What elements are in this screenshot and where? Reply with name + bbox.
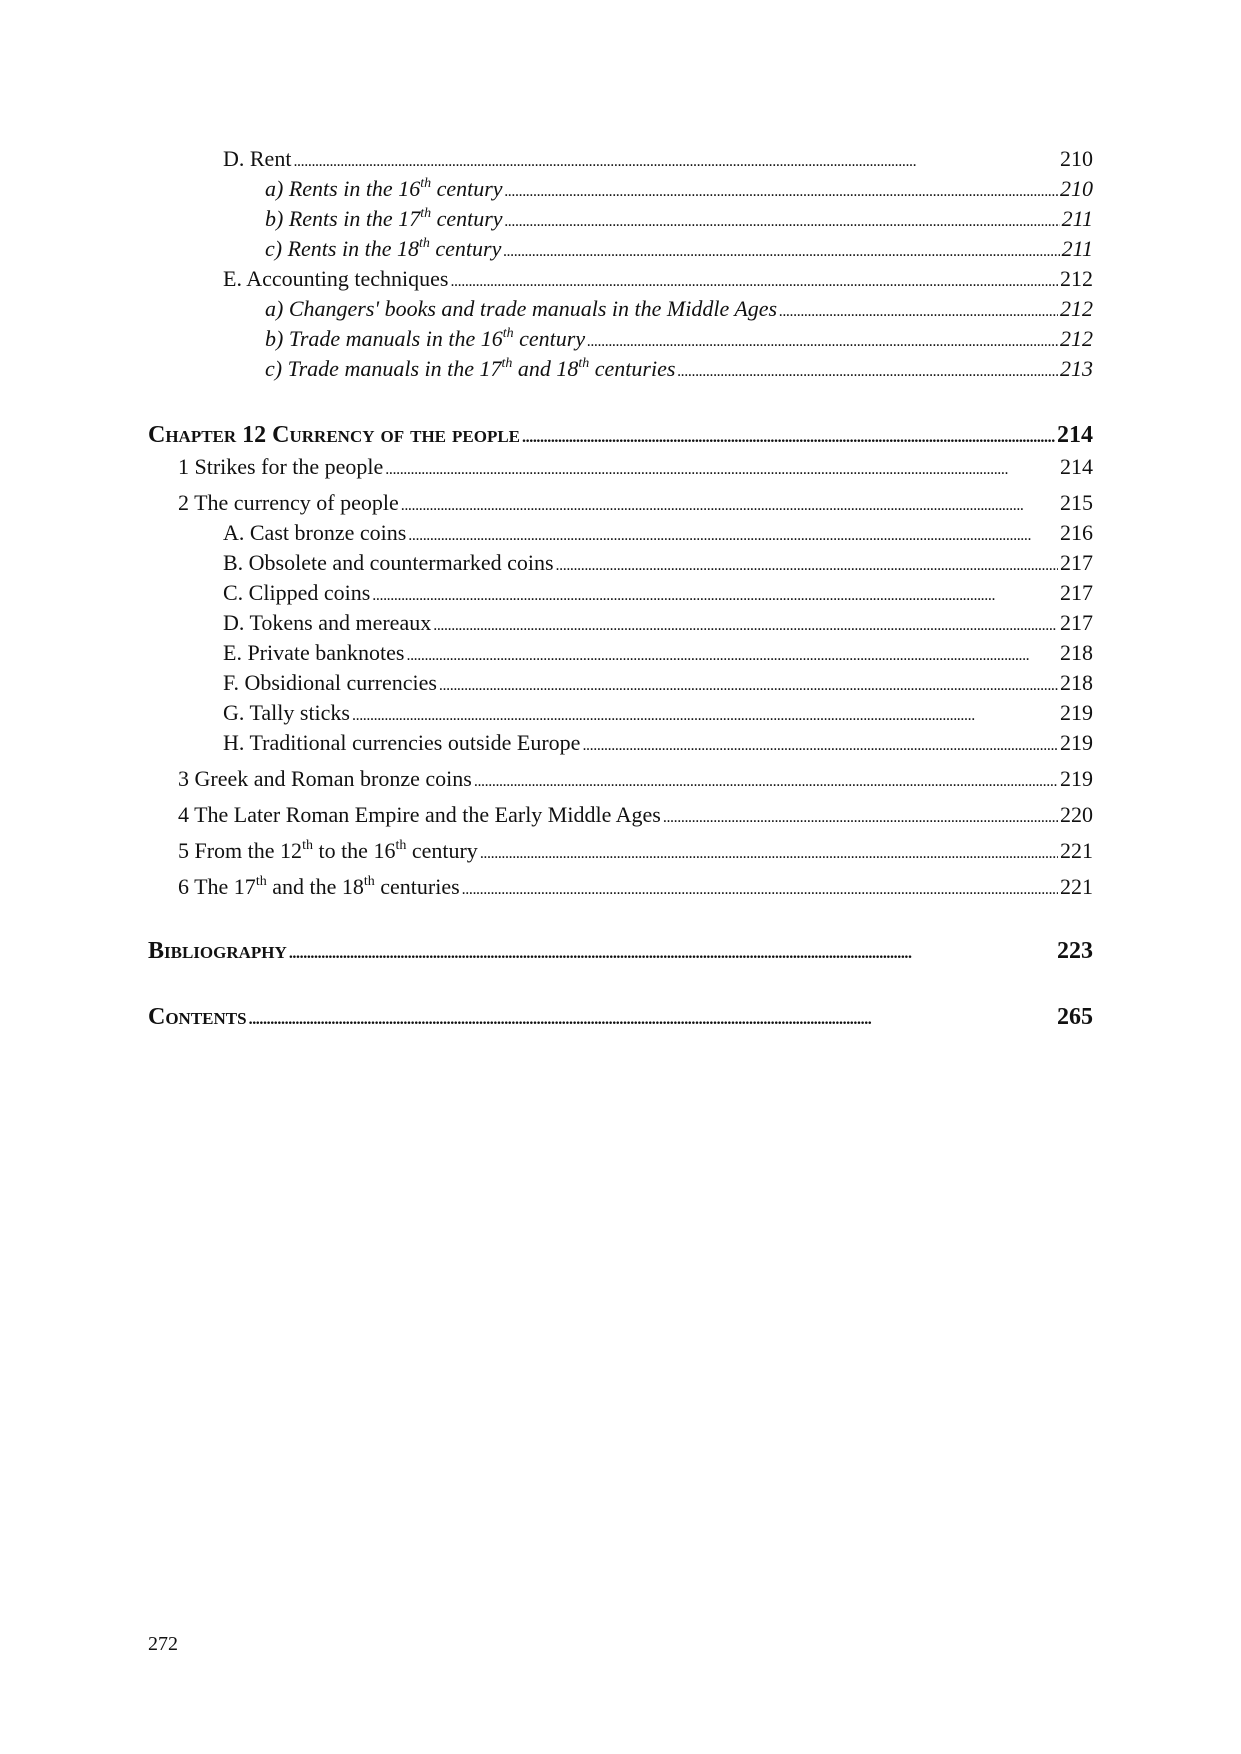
toc-page-number: 213: [1060, 356, 1093, 381]
dot-leader: [450, 265, 1058, 295]
toc-page-number: 215: [1060, 490, 1093, 515]
toc-entry-title: [223, 549, 554, 576]
title-text: centuries: [589, 356, 676, 381]
toc-entry-title: [265, 355, 675, 382]
dot-leader: [293, 145, 1058, 175]
title-text: Bibliography: [148, 938, 287, 964]
toc-entry-title: [223, 639, 404, 666]
toc-page-number: 221: [1060, 874, 1093, 899]
toc-entry[interactable]: [148, 295, 1093, 325]
title-text: Chapter 12 Currency of the people: [148, 422, 521, 448]
title-text: E. Private banknotes: [223, 640, 405, 665]
dot-leader: [779, 295, 1058, 325]
dot-leader: [372, 579, 1058, 609]
toc-page-number: 265: [1057, 1004, 1093, 1030]
toc-entry-title: [265, 295, 777, 322]
toc-entry[interactable]: [148, 489, 1093, 519]
title-text: A. Cast bronze coins: [223, 520, 407, 545]
toc-entry-title: [178, 489, 399, 516]
title-text: D. Rent: [223, 146, 292, 171]
title-text: century: [429, 236, 502, 261]
title-text: 4 The Later Roman Empire and the Early Middle Ages: [178, 802, 661, 827]
superscript: th: [255, 874, 267, 889]
toc-entry[interactable]: [148, 801, 1093, 831]
dot-leader: [587, 325, 1058, 355]
dot-leader: [474, 765, 1058, 795]
title-text: century: [431, 206, 503, 231]
title-text: H. Traditional currencies outside Europe: [223, 730, 581, 755]
toc-entry[interactable]: [148, 175, 1093, 205]
superscript: th: [578, 356, 590, 371]
dot-leader: [480, 837, 1058, 867]
toc-page-number: 221: [1060, 838, 1093, 863]
dot-leader: [462, 873, 1058, 903]
dot-leader: [433, 609, 1058, 639]
title-text: to the 16: [312, 838, 396, 863]
toc-chapter-entry[interactable]: [148, 1002, 1093, 1035]
title-text: century: [431, 176, 503, 201]
title-text: C. Clipped coins: [223, 580, 371, 605]
toc-entry-title: [178, 801, 661, 828]
title-text: a) Rents in the 16: [265, 176, 421, 201]
toc-entry-title: [223, 519, 406, 546]
title-text: 6 The 17: [178, 874, 256, 899]
toc-entry-title: [223, 579, 370, 606]
toc-page-number: 210: [1060, 176, 1093, 201]
table-of-contents: [148, 145, 1093, 1035]
title-text: Contents: [148, 1004, 247, 1030]
toc-entry[interactable]: [148, 325, 1093, 355]
toc-entry-title: [265, 325, 585, 352]
toc-page-number: 212: [1060, 266, 1093, 291]
toc-entry[interactable]: [148, 355, 1093, 385]
toc-entry[interactable]: [148, 579, 1093, 609]
toc-entry-title: [148, 1002, 247, 1032]
superscript: th: [363, 874, 375, 889]
toc-entry-title: [148, 936, 287, 966]
toc-entry[interactable]: [148, 205, 1093, 235]
superscript: th: [302, 838, 313, 853]
dot-leader: [505, 175, 1058, 205]
toc-entry-title: [265, 235, 501, 262]
toc-entry[interactable]: [148, 765, 1093, 795]
title-text: 5 From the 12: [178, 838, 303, 863]
superscript: th: [420, 206, 432, 221]
title-text: c) Trade manuals in the 17: [265, 356, 502, 381]
toc-entry-title: [223, 669, 437, 696]
toc-chapter-entry[interactable]: [148, 936, 1093, 969]
toc-entry-title: [178, 453, 383, 480]
toc-page-number: 214: [1057, 422, 1093, 448]
dot-leader: [522, 420, 1055, 453]
title-text: E. Accounting techniques: [223, 266, 449, 291]
dot-leader: [385, 453, 1058, 483]
toc-entry[interactable]: [148, 669, 1093, 699]
title-text: D. Tokens and mereaux: [223, 610, 432, 635]
toc-page-number: 212: [1060, 296, 1093, 321]
title-text: 1 Strikes for the people: [178, 454, 384, 479]
title-text: a) Changers' books and trade manuals in the Middle Ages: [265, 296, 778, 321]
title-text: F. Obsidional currencies: [223, 670, 437, 695]
toc-entry[interactable]: [148, 235, 1093, 265]
title-text: 3 Greek and Roman bronze coins: [178, 766, 472, 791]
toc-page-number: 217: [1060, 550, 1093, 575]
toc-page-number: 216: [1060, 520, 1093, 545]
dot-leader: [289, 936, 1055, 969]
title-text: b) Trade manuals in the 16: [265, 326, 503, 351]
dot-leader: [505, 205, 1060, 235]
toc-entry[interactable]: [148, 873, 1093, 903]
toc-entry[interactable]: [148, 729, 1093, 759]
toc-page-number: 219: [1060, 730, 1093, 755]
toc-page-number: 212: [1060, 326, 1093, 351]
toc-entry[interactable]: [148, 639, 1093, 669]
superscript: th: [418, 236, 430, 251]
title-text: b) Rents in the 17: [265, 206, 421, 231]
toc-entry[interactable]: [148, 549, 1093, 579]
superscript: th: [395, 838, 407, 853]
toc-page-number: 223: [1057, 938, 1093, 964]
toc-entry[interactable]: [148, 145, 1093, 175]
toc-entry-title: [265, 175, 503, 202]
toc-entry-title: [178, 837, 478, 864]
dot-leader: [582, 729, 1058, 759]
toc-entry[interactable]: [148, 609, 1093, 639]
title-text: and the 18: [266, 874, 364, 899]
toc-entry-title: [223, 145, 291, 172]
toc-entry[interactable]: [148, 519, 1093, 549]
superscript: th: [420, 176, 432, 191]
dot-leader: [352, 699, 1058, 729]
toc-entry-title: [265, 205, 503, 232]
dot-leader: [503, 235, 1059, 265]
toc-entry[interactable]: [148, 699, 1093, 729]
page-number: 272: [148, 1633, 178, 1655]
title-text: century: [406, 838, 478, 863]
dot-leader: [663, 801, 1058, 831]
toc-entry[interactable]: [148, 265, 1093, 295]
toc-entry-title: [223, 265, 448, 292]
dot-leader: [556, 549, 1058, 579]
title-text: c) Rents in the 18: [265, 236, 419, 261]
superscript: th: [501, 356, 513, 371]
toc-entry-title: [223, 609, 431, 636]
superscript: th: [502, 326, 514, 341]
title-text: G. Tally sticks: [223, 700, 350, 725]
toc-page-number: 211: [1061, 236, 1093, 261]
toc-entry-title: [223, 729, 580, 756]
title-text: century: [513, 326, 586, 351]
title-text: centuries: [374, 874, 460, 899]
dot-leader: [439, 669, 1058, 699]
title-text: B. Obsolete and countermarked coins: [223, 550, 554, 575]
dot-leader: [249, 1002, 1055, 1035]
dot-leader: [408, 519, 1058, 549]
toc-page-number: 217: [1060, 580, 1093, 605]
toc-page-number: 210: [1060, 146, 1093, 171]
toc-entry-title: [178, 765, 472, 792]
title-text: 2 The currency of people: [178, 490, 399, 515]
toc-chapter-entry[interactable]: [148, 420, 1093, 453]
toc-page-number: 217: [1060, 610, 1093, 635]
toc-page-number: 218: [1060, 640, 1093, 665]
toc-page-number: 218: [1060, 670, 1093, 695]
toc-entry[interactable]: [148, 453, 1093, 483]
toc-page-number: 219: [1060, 700, 1093, 725]
dot-leader: [677, 355, 1058, 385]
toc-entry-title: [148, 420, 520, 450]
dot-leader: [406, 639, 1058, 669]
toc-entry[interactable]: [148, 837, 1093, 867]
toc-page-number: 220: [1060, 802, 1093, 827]
dot-leader: [401, 489, 1058, 519]
toc-entry-title: [223, 699, 350, 726]
title-text: and 18: [512, 356, 579, 381]
toc-entry-title: [178, 873, 460, 900]
toc-page-number: 214: [1060, 454, 1093, 479]
toc-page-number: 211: [1061, 206, 1093, 231]
toc-page-number: 219: [1060, 766, 1093, 791]
